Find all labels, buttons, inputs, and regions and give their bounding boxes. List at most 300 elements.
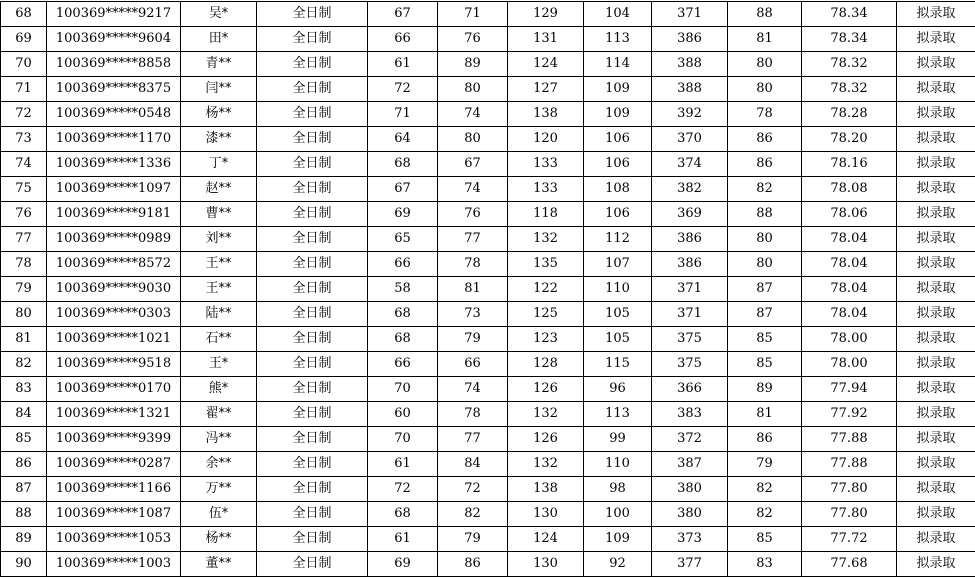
final-score-cell: 77.88 bbox=[802, 452, 897, 477]
score-subject2-cell: 100 bbox=[584, 502, 652, 527]
total-score-cell: 371 bbox=[652, 277, 728, 302]
exam-id-cell: 100369*****1170 bbox=[47, 127, 181, 152]
exam-id-cell: 100369*****9030 bbox=[47, 277, 181, 302]
candidate-name-cell: 杨** bbox=[181, 527, 257, 552]
admission-status-cell: 拟录取 bbox=[897, 502, 975, 527]
row-number-cell: 82 bbox=[1, 352, 47, 377]
score-politics-cell: 60 bbox=[368, 402, 438, 427]
score-subject2-cell: 115 bbox=[584, 352, 652, 377]
exam-id-cell: 100369*****1087 bbox=[47, 502, 181, 527]
candidate-name-cell: 刘** bbox=[181, 227, 257, 252]
interview-score-cell: 82 bbox=[728, 477, 802, 502]
row-number-cell: 76 bbox=[1, 202, 47, 227]
score-subject2-cell: 106 bbox=[584, 152, 652, 177]
interview-score-cell: 80 bbox=[728, 227, 802, 252]
table-row bbox=[1, 252, 975, 277]
row-number-cell: 70 bbox=[1, 52, 47, 77]
final-score-cell: 78.00 bbox=[802, 327, 897, 352]
score-subject2-cell: 110 bbox=[584, 452, 652, 477]
interview-score-cell: 89 bbox=[728, 377, 802, 402]
row-number-cell: 69 bbox=[1, 27, 47, 52]
score-english-cell: 78 bbox=[438, 402, 508, 427]
interview-score-cell: 82 bbox=[728, 502, 802, 527]
exam-id-cell: 100369*****0989 bbox=[47, 227, 181, 252]
score-subject2-cell: 92 bbox=[584, 552, 652, 577]
final-score-cell: 78.06 bbox=[802, 202, 897, 227]
total-score-cell: 371 bbox=[652, 302, 728, 327]
score-subject2-cell: 112 bbox=[584, 227, 652, 252]
interview-score-cell: 81 bbox=[728, 402, 802, 427]
exam-id-cell: 100369*****1003 bbox=[47, 552, 181, 577]
score-politics-cell: 61 bbox=[368, 52, 438, 77]
row-number-cell: 90 bbox=[1, 552, 47, 577]
candidate-name-cell: 杨** bbox=[181, 102, 257, 127]
total-score-cell: 382 bbox=[652, 177, 728, 202]
score-subject2-cell: 107 bbox=[584, 252, 652, 277]
total-score-cell: 371 bbox=[652, 2, 728, 27]
score-subject1-cell: 132 bbox=[508, 227, 584, 252]
candidate-name-cell: 闫** bbox=[181, 77, 257, 102]
total-score-cell: 380 bbox=[652, 477, 728, 502]
candidate-name-cell: 漆** bbox=[181, 127, 257, 152]
score-english-cell: 74 bbox=[438, 177, 508, 202]
interview-score-cell: 80 bbox=[728, 52, 802, 77]
table-row bbox=[1, 277, 975, 302]
final-score-cell: 77.68 bbox=[802, 552, 897, 577]
score-english-cell: 71 bbox=[438, 2, 508, 27]
exam-id-cell: 100369*****9399 bbox=[47, 427, 181, 452]
exam-id-cell: 100369*****1097 bbox=[47, 177, 181, 202]
admission-status-cell: 拟录取 bbox=[897, 427, 975, 452]
row-number-cell: 75 bbox=[1, 177, 47, 202]
row-number-cell: 78 bbox=[1, 252, 47, 277]
score-politics-cell: 71 bbox=[368, 102, 438, 127]
admission-status-cell: 拟录取 bbox=[897, 452, 975, 477]
score-subject1-cell: 122 bbox=[508, 277, 584, 302]
final-score-cell: 77.92 bbox=[802, 402, 897, 427]
study-mode-cell: 全日制 bbox=[257, 102, 368, 127]
score-politics-cell: 58 bbox=[368, 277, 438, 302]
score-politics-cell: 65 bbox=[368, 227, 438, 252]
score-subject1-cell: 132 bbox=[508, 402, 584, 427]
admission-status-cell: 拟录取 bbox=[897, 327, 975, 352]
admission-status-cell: 拟录取 bbox=[897, 477, 975, 502]
exam-id-cell: 100369*****1021 bbox=[47, 327, 181, 352]
table-row bbox=[1, 152, 975, 177]
interview-score-cell: 85 bbox=[728, 327, 802, 352]
candidate-name-cell: 翟** bbox=[181, 402, 257, 427]
candidate-name-cell: 万** bbox=[181, 477, 257, 502]
exam-id-cell: 100369*****1336 bbox=[47, 152, 181, 177]
table-row bbox=[1, 2, 975, 27]
candidate-name-cell: 王** bbox=[181, 252, 257, 277]
study-mode-cell: 全日制 bbox=[257, 127, 368, 152]
score-subject2-cell: 106 bbox=[584, 127, 652, 152]
table-row bbox=[1, 127, 975, 152]
admission-status-cell: 拟录取 bbox=[897, 2, 975, 27]
score-politics-cell: 70 bbox=[368, 427, 438, 452]
final-score-cell: 78.08 bbox=[802, 177, 897, 202]
score-subject1-cell: 130 bbox=[508, 552, 584, 577]
final-score-cell: 77.80 bbox=[802, 477, 897, 502]
row-number-cell: 89 bbox=[1, 527, 47, 552]
final-score-cell: 77.88 bbox=[802, 427, 897, 452]
score-politics-cell: 68 bbox=[368, 327, 438, 352]
admission-status-cell: 拟录取 bbox=[897, 152, 975, 177]
study-mode-cell: 全日制 bbox=[257, 177, 368, 202]
score-subject1-cell: 128 bbox=[508, 352, 584, 377]
interview-score-cell: 81 bbox=[728, 27, 802, 52]
table-row bbox=[1, 352, 975, 377]
score-english-cell: 78 bbox=[438, 252, 508, 277]
total-score-cell: 366 bbox=[652, 377, 728, 402]
score-subject2-cell: 113 bbox=[584, 27, 652, 52]
candidate-name-cell: 吴* bbox=[181, 2, 257, 27]
score-subject1-cell: 132 bbox=[508, 452, 584, 477]
score-english-cell: 86 bbox=[438, 552, 508, 577]
admission-status-cell: 拟录取 bbox=[897, 202, 975, 227]
admission-status-cell: 拟录取 bbox=[897, 252, 975, 277]
score-subject1-cell: 118 bbox=[508, 202, 584, 227]
score-subject2-cell: 110 bbox=[584, 277, 652, 302]
exam-id-cell: 100369*****8375 bbox=[47, 77, 181, 102]
score-english-cell: 80 bbox=[438, 77, 508, 102]
row-number-cell: 73 bbox=[1, 127, 47, 152]
total-score-cell: 386 bbox=[652, 27, 728, 52]
exam-id-cell: 100369*****0287 bbox=[47, 452, 181, 477]
score-english-cell: 76 bbox=[438, 202, 508, 227]
total-score-cell: 386 bbox=[652, 252, 728, 277]
score-subject2-cell: 109 bbox=[584, 77, 652, 102]
study-mode-cell: 全日制 bbox=[257, 352, 368, 377]
final-score-cell: 77.80 bbox=[802, 502, 897, 527]
candidate-name-cell: 董** bbox=[181, 552, 257, 577]
total-score-cell: 388 bbox=[652, 52, 728, 77]
table-row bbox=[1, 102, 975, 127]
final-score-cell: 77.72 bbox=[802, 527, 897, 552]
total-score-cell: 380 bbox=[652, 502, 728, 527]
final-score-cell: 78.04 bbox=[802, 252, 897, 277]
score-subject2-cell: 114 bbox=[584, 52, 652, 77]
score-politics-cell: 66 bbox=[368, 252, 438, 277]
study-mode-cell: 全日制 bbox=[257, 327, 368, 352]
study-mode-cell: 全日制 bbox=[257, 152, 368, 177]
score-subject1-cell: 133 bbox=[508, 177, 584, 202]
admission-status-cell: 拟录取 bbox=[897, 302, 975, 327]
final-score-cell: 77.94 bbox=[802, 377, 897, 402]
score-subject2-cell: 98 bbox=[584, 477, 652, 502]
candidate-name-cell: 石** bbox=[181, 327, 257, 352]
exam-id-cell: 100369*****1053 bbox=[47, 527, 181, 552]
row-number-cell: 74 bbox=[1, 152, 47, 177]
score-subject2-cell: 105 bbox=[584, 302, 652, 327]
admission-status-cell: 拟录取 bbox=[897, 127, 975, 152]
interview-score-cell: 80 bbox=[728, 252, 802, 277]
candidate-name-cell: 王* bbox=[181, 352, 257, 377]
score-english-cell: 80 bbox=[438, 127, 508, 152]
study-mode-cell: 全日制 bbox=[257, 227, 368, 252]
row-number-cell: 77 bbox=[1, 227, 47, 252]
score-english-cell: 76 bbox=[438, 27, 508, 52]
study-mode-cell: 全日制 bbox=[257, 77, 368, 102]
score-english-cell: 89 bbox=[438, 52, 508, 77]
final-score-cell: 78.16 bbox=[802, 152, 897, 177]
table-row bbox=[1, 77, 975, 102]
score-politics-cell: 69 bbox=[368, 202, 438, 227]
candidate-name-cell: 熊* bbox=[181, 377, 257, 402]
admission-status-cell: 拟录取 bbox=[897, 27, 975, 52]
study-mode-cell: 全日制 bbox=[257, 302, 368, 327]
score-english-cell: 77 bbox=[438, 227, 508, 252]
interview-score-cell: 85 bbox=[728, 527, 802, 552]
admission-status-cell: 拟录取 bbox=[897, 177, 975, 202]
candidate-name-cell: 田* bbox=[181, 27, 257, 52]
row-number-cell: 81 bbox=[1, 327, 47, 352]
row-number-cell: 84 bbox=[1, 402, 47, 427]
candidate-name-cell: 冯** bbox=[181, 427, 257, 452]
study-mode-cell: 全日制 bbox=[257, 402, 368, 427]
row-number-cell: 87 bbox=[1, 477, 47, 502]
candidate-name-cell: 伍* bbox=[181, 502, 257, 527]
score-english-cell: 67 bbox=[438, 152, 508, 177]
row-number-cell: 83 bbox=[1, 377, 47, 402]
study-mode-cell: 全日制 bbox=[257, 252, 368, 277]
table-row bbox=[1, 227, 975, 252]
score-english-cell: 84 bbox=[438, 452, 508, 477]
score-english-cell: 79 bbox=[438, 327, 508, 352]
score-english-cell: 74 bbox=[438, 102, 508, 127]
score-subject1-cell: 124 bbox=[508, 52, 584, 77]
admission-status-cell: 拟录取 bbox=[897, 352, 975, 377]
interview-score-cell: 86 bbox=[728, 427, 802, 452]
total-score-cell: 377 bbox=[652, 552, 728, 577]
score-english-cell: 72 bbox=[438, 477, 508, 502]
final-score-cell: 78.34 bbox=[802, 2, 897, 27]
score-subject1-cell: 129 bbox=[508, 2, 584, 27]
admission-status-cell: 拟录取 bbox=[897, 527, 975, 552]
score-subject1-cell: 130 bbox=[508, 502, 584, 527]
score-subject1-cell: 127 bbox=[508, 77, 584, 102]
interview-score-cell: 88 bbox=[728, 202, 802, 227]
score-english-cell: 79 bbox=[438, 527, 508, 552]
total-score-cell: 392 bbox=[652, 102, 728, 127]
interview-score-cell: 87 bbox=[728, 277, 802, 302]
score-subject2-cell: 104 bbox=[584, 2, 652, 27]
study-mode-cell: 全日制 bbox=[257, 277, 368, 302]
table-row bbox=[1, 402, 975, 427]
table-row bbox=[1, 452, 975, 477]
exam-id-cell: 100369*****9217 bbox=[47, 2, 181, 27]
row-number-cell: 86 bbox=[1, 452, 47, 477]
final-score-cell: 78.04 bbox=[802, 227, 897, 252]
interview-score-cell: 82 bbox=[728, 177, 802, 202]
score-english-cell: 74 bbox=[438, 377, 508, 402]
study-mode-cell: 全日制 bbox=[257, 52, 368, 77]
admission-status-cell: 拟录取 bbox=[897, 377, 975, 402]
total-score-cell: 375 bbox=[652, 352, 728, 377]
table-row bbox=[1, 477, 975, 502]
score-politics-cell: 61 bbox=[368, 452, 438, 477]
score-subject2-cell: 113 bbox=[584, 402, 652, 427]
score-subject2-cell: 106 bbox=[584, 202, 652, 227]
score-english-cell: 77 bbox=[438, 427, 508, 452]
score-politics-cell: 72 bbox=[368, 77, 438, 102]
admission-status-cell: 拟录取 bbox=[897, 227, 975, 252]
final-score-cell: 78.28 bbox=[802, 102, 897, 127]
score-politics-cell: 68 bbox=[368, 302, 438, 327]
total-score-cell: 386 bbox=[652, 227, 728, 252]
admission-table bbox=[0, 1, 975, 577]
study-mode-cell: 全日制 bbox=[257, 527, 368, 552]
score-subject1-cell: 133 bbox=[508, 152, 584, 177]
table-row bbox=[1, 377, 975, 402]
candidate-name-cell: 余** bbox=[181, 452, 257, 477]
interview-score-cell: 78 bbox=[728, 102, 802, 127]
final-score-cell: 78.04 bbox=[802, 277, 897, 302]
table-row bbox=[1, 302, 975, 327]
table-row bbox=[1, 552, 975, 577]
table-body bbox=[1, 2, 975, 577]
total-score-cell: 388 bbox=[652, 77, 728, 102]
total-score-cell: 375 bbox=[652, 327, 728, 352]
score-english-cell: 82 bbox=[438, 502, 508, 527]
score-politics-cell: 72 bbox=[368, 477, 438, 502]
candidate-name-cell: 曹** bbox=[181, 202, 257, 227]
score-politics-cell: 68 bbox=[368, 502, 438, 527]
exam-id-cell: 100369*****9604 bbox=[47, 27, 181, 52]
row-number-cell: 71 bbox=[1, 77, 47, 102]
score-subject2-cell: 99 bbox=[584, 427, 652, 452]
exam-id-cell: 100369*****0303 bbox=[47, 302, 181, 327]
study-mode-cell: 全日制 bbox=[257, 377, 368, 402]
admission-status-cell: 拟录取 bbox=[897, 52, 975, 77]
interview-score-cell: 83 bbox=[728, 552, 802, 577]
admission-status-cell: 拟录取 bbox=[897, 402, 975, 427]
candidate-name-cell: 青** bbox=[181, 52, 257, 77]
score-subject1-cell: 138 bbox=[508, 102, 584, 127]
score-politics-cell: 68 bbox=[368, 152, 438, 177]
exam-id-cell: 100369*****0170 bbox=[47, 377, 181, 402]
score-politics-cell: 67 bbox=[368, 177, 438, 202]
score-politics-cell: 69 bbox=[368, 552, 438, 577]
score-politics-cell: 64 bbox=[368, 127, 438, 152]
table-row bbox=[1, 502, 975, 527]
score-subject2-cell: 105 bbox=[584, 327, 652, 352]
score-english-cell: 73 bbox=[438, 302, 508, 327]
study-mode-cell: 全日制 bbox=[257, 477, 368, 502]
exam-id-cell: 100369*****1321 bbox=[47, 402, 181, 427]
table-row bbox=[1, 327, 975, 352]
admission-status-cell: 拟录取 bbox=[897, 77, 975, 102]
table-row bbox=[1, 177, 975, 202]
candidate-name-cell: 丁* bbox=[181, 152, 257, 177]
study-mode-cell: 全日制 bbox=[257, 427, 368, 452]
candidate-name-cell: 王** bbox=[181, 277, 257, 302]
final-score-cell: 78.34 bbox=[802, 27, 897, 52]
interview-score-cell: 86 bbox=[728, 152, 802, 177]
total-score-cell: 374 bbox=[652, 152, 728, 177]
table-row bbox=[1, 527, 975, 552]
score-subject1-cell: 138 bbox=[508, 477, 584, 502]
candidate-name-cell: 陆** bbox=[181, 302, 257, 327]
row-number-cell: 88 bbox=[1, 502, 47, 527]
score-subject1-cell: 125 bbox=[508, 302, 584, 327]
total-score-cell: 372 bbox=[652, 427, 728, 452]
score-politics-cell: 61 bbox=[368, 527, 438, 552]
interview-score-cell: 80 bbox=[728, 77, 802, 102]
final-score-cell: 78.32 bbox=[802, 77, 897, 102]
study-mode-cell: 全日制 bbox=[257, 452, 368, 477]
row-number-cell: 85 bbox=[1, 427, 47, 452]
total-score-cell: 383 bbox=[652, 402, 728, 427]
study-mode-cell: 全日制 bbox=[257, 502, 368, 527]
row-number-cell: 72 bbox=[1, 102, 47, 127]
final-score-cell: 78.32 bbox=[802, 52, 897, 77]
exam-id-cell: 100369*****8572 bbox=[47, 252, 181, 277]
interview-score-cell: 88 bbox=[728, 2, 802, 27]
interview-score-cell: 85 bbox=[728, 352, 802, 377]
score-subject1-cell: 123 bbox=[508, 327, 584, 352]
score-subject2-cell: 108 bbox=[584, 177, 652, 202]
study-mode-cell: 全日制 bbox=[257, 27, 368, 52]
score-subject1-cell: 126 bbox=[508, 377, 584, 402]
admission-status-cell: 拟录取 bbox=[897, 552, 975, 577]
final-score-cell: 78.20 bbox=[802, 127, 897, 152]
row-number-cell: 80 bbox=[1, 302, 47, 327]
study-mode-cell: 全日制 bbox=[257, 2, 368, 27]
interview-score-cell: 86 bbox=[728, 127, 802, 152]
score-english-cell: 66 bbox=[438, 352, 508, 377]
admission-status-cell: 拟录取 bbox=[897, 277, 975, 302]
exam-id-cell: 100369*****8858 bbox=[47, 52, 181, 77]
interview-score-cell: 79 bbox=[728, 452, 802, 477]
score-subject2-cell: 96 bbox=[584, 377, 652, 402]
table-row bbox=[1, 427, 975, 452]
total-score-cell: 369 bbox=[652, 202, 728, 227]
final-score-cell: 78.00 bbox=[802, 352, 897, 377]
score-subject1-cell: 120 bbox=[508, 127, 584, 152]
table-row bbox=[1, 202, 975, 227]
study-mode-cell: 全日制 bbox=[257, 202, 368, 227]
score-subject1-cell: 124 bbox=[508, 527, 584, 552]
score-subject1-cell: 131 bbox=[508, 27, 584, 52]
exam-id-cell: 100369*****9181 bbox=[47, 202, 181, 227]
table-row bbox=[1, 27, 975, 52]
total-score-cell: 373 bbox=[652, 527, 728, 552]
exam-id-cell: 100369*****9518 bbox=[47, 352, 181, 377]
score-subject1-cell: 126 bbox=[508, 427, 584, 452]
table-row bbox=[1, 52, 975, 77]
exam-id-cell: 100369*****1166 bbox=[47, 477, 181, 502]
final-score-cell: 78.04 bbox=[802, 302, 897, 327]
score-subject1-cell: 135 bbox=[508, 252, 584, 277]
row-number-cell: 79 bbox=[1, 277, 47, 302]
candidate-name-cell: 赵** bbox=[181, 177, 257, 202]
total-score-cell: 387 bbox=[652, 452, 728, 477]
row-number-cell: 68 bbox=[1, 2, 47, 27]
score-politics-cell: 66 bbox=[368, 352, 438, 377]
score-politics-cell: 66 bbox=[368, 27, 438, 52]
study-mode-cell: 全日制 bbox=[257, 552, 368, 577]
score-english-cell: 81 bbox=[438, 277, 508, 302]
score-politics-cell: 67 bbox=[368, 2, 438, 27]
score-politics-cell: 70 bbox=[368, 377, 438, 402]
score-subject2-cell: 109 bbox=[584, 102, 652, 127]
total-score-cell: 370 bbox=[652, 127, 728, 152]
exam-id-cell: 100369*****0548 bbox=[47, 102, 181, 127]
score-subject2-cell: 109 bbox=[584, 527, 652, 552]
admission-status-cell: 拟录取 bbox=[897, 102, 975, 127]
